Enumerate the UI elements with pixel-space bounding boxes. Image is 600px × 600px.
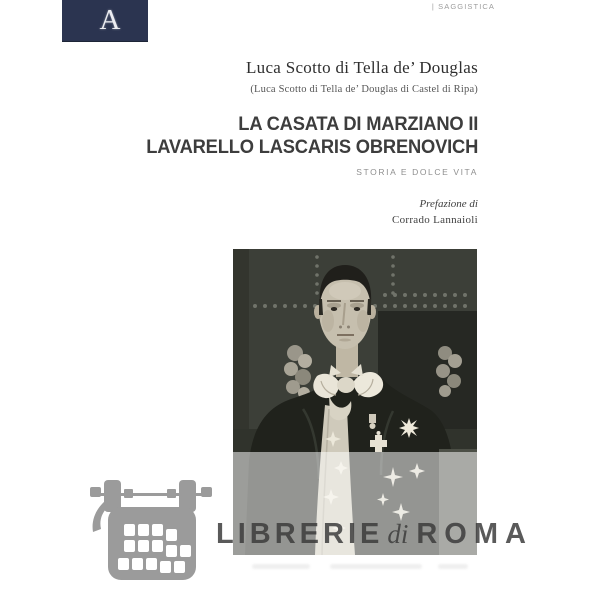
- author-alias: (Luca Scotto di Tella de’ Douglas di Castel di Ripa): [250, 84, 478, 95]
- publisher-logo-letter: A: [99, 4, 121, 36]
- ghost-mark: [252, 564, 310, 569]
- publisher-logo: [62, 0, 148, 41]
- watermark-text: [216, 518, 533, 551]
- book-title-line1: LA CASATA DI MARZIANO II: [238, 113, 478, 135]
- book-title-line2: LAVARELLO LASCARIS OBRENOVICH: [146, 136, 478, 158]
- preface-author: Corrado Lannaioli: [391, 214, 478, 226]
- preface-label: Prefazione di: [419, 198, 478, 210]
- ghost-mark: [330, 564, 422, 569]
- watermark-word-roma: ROMA: [416, 518, 533, 550]
- typewriter-icon: [88, 474, 216, 588]
- ghost-mark: [438, 564, 468, 569]
- portrait-illustration: [233, 249, 477, 555]
- cover-photo[interactable]: [233, 249, 477, 555]
- series-label: | SAGGISTICA: [431, 2, 495, 11]
- watermark-word-di: di: [387, 519, 409, 549]
- author-name: Luca Scotto di Tella de’ Douglas: [245, 58, 478, 77]
- book-subtitle: STORIA E DOLCE VITA: [356, 167, 478, 177]
- watermark-word-librerie: LIBRERIE: [216, 518, 384, 550]
